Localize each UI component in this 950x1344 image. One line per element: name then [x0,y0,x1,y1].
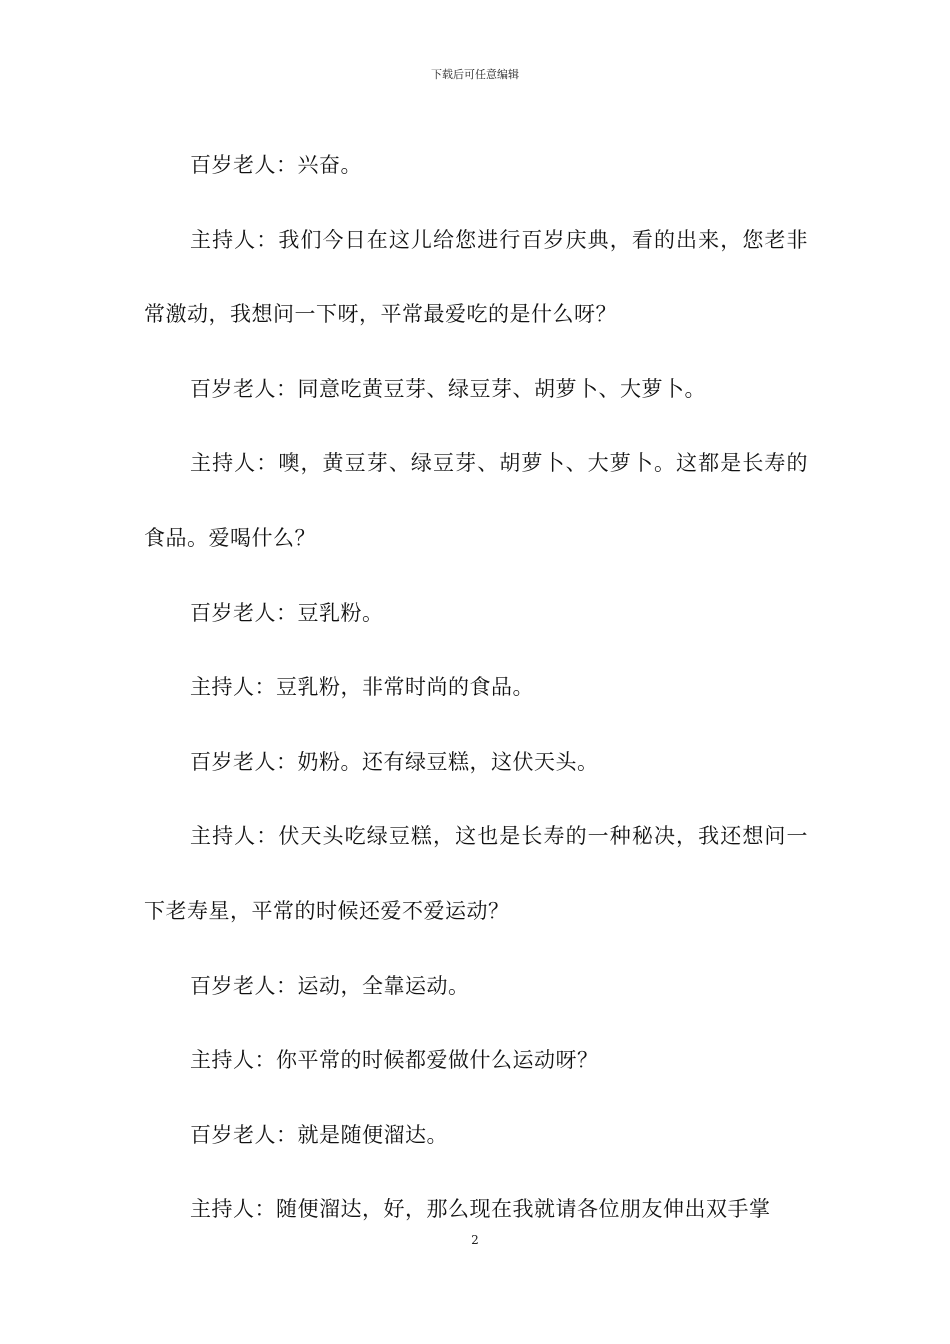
paragraph: 百岁老人：同意吃黄豆芽、绿豆芽、胡萝卜、大萝卜。 [190,376,706,401]
paragraph: 百岁老人：运动，全靠运动。 [190,973,470,998]
paragraph: 主持人：随便溜达，好，那么现在我就请各位朋友伸出双手掌 [190,1197,771,1222]
paragraph: 主持人：我们今日在这儿给您进行百岁庆典，看的出来，您老非常激动，我想问一下呀，平常最爱吃的是什么呀？ [144,227,808,327]
paragraph: 百岁老人：豆乳粉。 [190,600,384,625]
paragraph: 主持人：你平常的时候都爱做什么运动呀？ [190,1048,599,1073]
paragraph: 主持人：噢，黄豆芽、绿豆芽、胡萝卜、大萝卜。这都是长寿的食品。爱喝什么？ [144,451,808,550]
document-body [144,128,808,1247]
paragraph: 主持人：伏天头吃绿豆糕，这也是长寿的一种秘决，我还想问一下老寿星，平常的时候还爱不爱运动？ [144,824,808,923]
paragraph: 主持人：豆乳粉，非常时尚的食品。 [190,675,534,700]
page-header: 下载后可任意编辑 [431,68,519,81]
page-number: 2 [471,1233,479,1247]
paragraph: 百岁老人：就是随便溜达。 [190,1122,448,1147]
paragraph: 百岁老人：奶粉。还有绿豆糕，这伏天头。 [190,749,599,774]
paragraph: 百岁老人：兴奋。 [190,153,362,177]
